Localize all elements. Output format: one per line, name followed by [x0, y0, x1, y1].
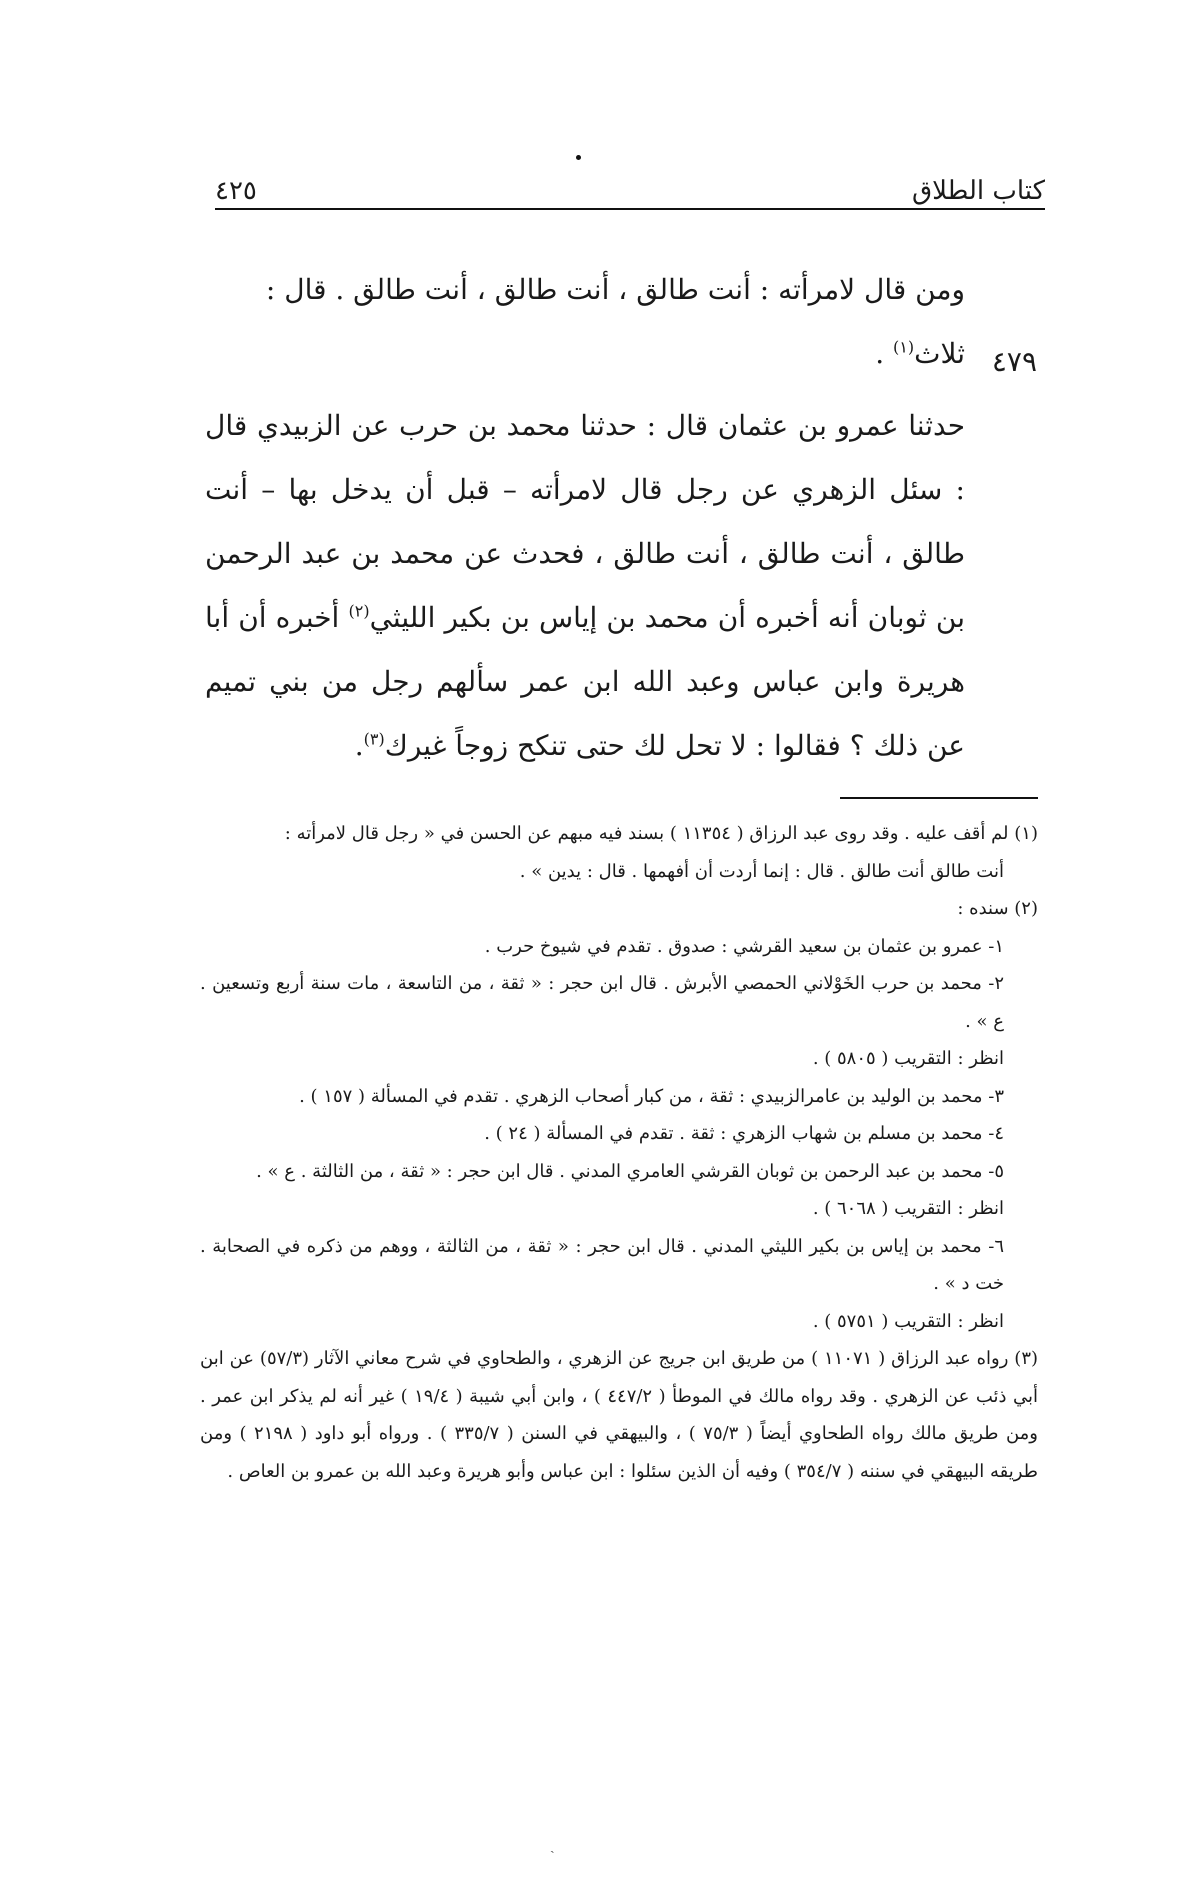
narrator-2-ref: انظر : التقريب ( ٥٨٠٥ ) .: [812, 1048, 1004, 1069]
footnote-rule: [840, 797, 1038, 799]
running-title: كتاب الطلاق: [911, 176, 1045, 206]
footnote-1-line-1: (١) لم أقف عليه . وقد روى عبد الرزاق ( ١١٣٥٤ ) بسند فيه مبهم عن الحسن في « رجل قال لامرأته :: [284, 823, 1038, 844]
narrator-2: ٢- محمد بن حرب الخَوْلاني الحمصي الأبرش . قال ابن حجر : « ثقة ، من التاسعة ، مات سنة أربع وتسعين . ع » .: [200, 973, 1004, 1032]
narrator-5: ٥- محمد بن عبد الرحمن بن ثوبان القرشي العامري المدني . قال ابن حجر : « ثقة ، من الثالثة . ع » .: [256, 1160, 1004, 1182]
narrator-1: ١- عمرو بن عثمان بن سعيد القرشي : صدوق . تقدم في شيوخ حرب .: [484, 935, 1004, 957]
main-text: [205, 258, 1037, 778]
footnote-2-heading: (٢) سنده :: [957, 898, 1038, 919]
page-header: [215, 168, 1045, 208]
footnote-3: (٣) رواه عبد الرزاق ( ١١٠٧١ ) من طريق ابن جريج عن الزهري ، والطحاوي في شرح معاني الآثار (٥٧/٣) عن ابن أبي ذئب عن الزهري . وقد رواه مالك في الموطأ ( ٤٤٧/٢ ) ، وابن أبي شيبة ( ١٩/٤ ) غير أنه لم يذكر ابن عمر . ومن طريق مالك رواه الطحاوي أيضاً ( ٧٥/٣ ) ، والبيهقي في السنن ( ٣٣٥/٧ ) . ورواه أبو داود ( ٢١٩٨ ) ومن طريقه البيهقي في سننه ( ٣٥٤/٧ ) وفيه أن الذين سئلوا : ابن عباس وأبو هريرة وعبد الله بن عمرو بن العاص .: [200, 1348, 1039, 1482]
footnotes: [200, 815, 1038, 1490]
narrator-6: ٦- محمد بن إياس بن بكير الليثي المدني . قال ابن حجر : « ثقة ، من الثالثة ، ووهم من ذكره في الصحابة . خت د » .: [200, 1235, 1004, 1294]
footnote-ref-3: (٣): [363, 729, 385, 749]
narrator-4: ٤- محمد بن مسلم بن شهاب الزهري : ثقة . تقدم في المسألة ( ٢٤ ) .: [484, 1123, 1004, 1144]
opening-end: .: [875, 337, 894, 370]
narrator-3: ٣- محمد بن الوليد بن عامرالزبيدي : ثقة ، من كبار أصحاب الزهري . تقدم في المسألة ( ١٥٧ ) .: [299, 1085, 1004, 1107]
footnote-ref-2: (٢): [348, 601, 370, 621]
hadith-number: ٤٧٩: [991, 345, 1037, 378]
page-number: ٤٢٥: [215, 176, 257, 206]
hadith-end: .: [354, 729, 364, 762]
footnote-1-line-2: أنت طالق أنت طالق . قال : إنما أردت أن أفهمها . قال : يدين » .: [519, 860, 1004, 882]
opening-line: [205, 258, 965, 386]
hadith-text: [205, 394, 965, 778]
printed-dot: [576, 155, 581, 160]
opening-text: ومن قال لامرأته : أنت طالق ، أنت طالق ، أنت طالق . قال : ثلاث: [265, 273, 965, 370]
hadith-part-1: حدثنا عمرو بن عثمان قال : حدثنا محمد بن حرب عن الزبيدي قال : سئل الزهري عن رجل قال لامرأته – قبل أن يدخل بها – أنت طالق ، أنت طالق ، أنت طالق ، فحدث عن محمد بن عبد الرحمن بن ثوبان أنه أخبره أن محمد بن إياس بن بكير الليثي: [205, 409, 966, 634]
header-rule: [215, 208, 1045, 210]
narrator-6-ref: انظر : التقريب ( ٥٧٥١ ) .: [812, 1310, 1004, 1332]
footnote-ref-1: (١): [893, 337, 915, 357]
hadith-part-2: أخبره أن أبا هريرة وابن عباس وعبد الله ابن عمر سألهم رجل من بني تميم عن ذلك ؟ فقالوا : لا تحل لك حتى تنكح زوجاً غيرك: [205, 601, 965, 762]
narrator-5-ref: انظر : التقريب ( ٦٠٦٨ ) .: [812, 1198, 1004, 1219]
bottom-mark: ˎ: [550, 1838, 555, 1854]
